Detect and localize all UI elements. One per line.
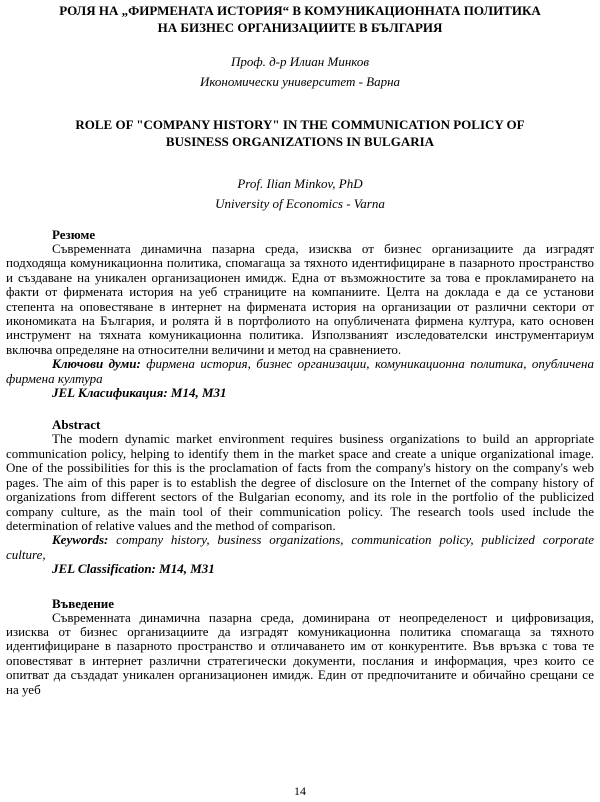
abstract-heading: Abstract [52,417,101,433]
summary-heading: Резюме [52,227,96,242]
abstract-text: The modern dynamic market environment requires business organizations to build an appropriate communication policy, helping to identify them in the market space and create a unique organizational image. One of the possibilities for this is the proclamation of facts from the company's history on the company's web pages. The aim of this paper is to establish the degree of disclosure on the Internet of the company history of organizations from different sectors of the Bulgarian economy, and its role in the portfolio of the publicized company culture, as the main tool of their communication policy. The research tools used include the determination of relative values and the method of comparison. [6,431,594,533]
title-english-line: ROLE OF "COMPANY HISTORY" IN THE COMMUNICATION POLICY OF [75,117,525,132]
keywords-list: company history, business organizations, communication policy, publicized corporate culture, [6,532,594,562]
author-affiliation: Икономически университет - Варна [199,74,401,89]
introduction-text: Съвременната динамична пазарна среда, доминирана от неопределеност и цифровизация, изисква от бизнес организациите да изградят комуникационна политика спомагаща за тяхното идентифициране в пазарното пространство и отличаването им от конкурентите. Във връзка с това те оповестяват в интернет различни стратегически документи, послания и информация, чрез които се опитват да създадат уникален организационен имидж. Един от предпочитаните и обичайно срещани се на уеб [6,609,594,697]
paper-page [0,2,600,802]
author-block-english [6,174,594,214]
page-number: 14 [294,784,306,798]
jel-classification-english: JEL Classification: M14, M31 [52,561,215,577]
summary-text: Съвременната динамична пазарна среда, изисква от бизнес организациите да изградят подходяща комуникационна политика, спомагаща за тяхното идентифициране в пазарното пространство и създаване на уникален организационен имидж. Една от възможностите за това е прокламирането на факти от фирмената история на уеб страниците на компаниите. Целта на доклада е да се установи степента на оповестяване в интернет на фирмената история на организации от различни сектори от икономиката на България, и ролята й в портфолиото на опубличената фирмена култура, като основен инструмент на тяхната комуникационна политика. Използваният изследователски инструментариум включва определяне на относителни величини и метод на сравнението. [6,241,594,357]
author-name: Prof. Ilian Minkov, PhD [237,176,363,191]
jel-classification-bulgarian: JEL Класификация: M14, M31 [52,385,227,401]
introduction-heading: Въведение [52,595,114,611]
title-english [6,116,594,150]
keywords-english [6,533,594,562]
author-name: Проф. д-р Илиан Минков [230,54,370,69]
title-english-line: BUSINESS ORGANIZATIONS IN BULGARIA [165,134,435,149]
author-affiliation: University of Economics - Varna [215,196,385,211]
title-bulgarian [6,2,594,36]
title-bulgarian-line: РОЛЯ НА „ФИРМЕНАТА ИСТОРИЯ“ В КОМУНИКАЦИОННАТА ПОЛИТИКА [59,3,541,18]
keywords-bulgarian [6,357,594,386]
keywords-label: Ключови думи: [52,356,141,372]
keywords-label: Keywords: [52,532,109,548]
title-bulgarian-line: НА БИЗНЕС ОРГАНИЗАЦИИТЕ В БЪЛГАРИЯ [157,20,443,35]
author-block-bulgarian [6,52,594,92]
keywords-list: фирмена история, бизнес организации, комуникационна политика, опубличена фирмена култура [6,356,594,386]
